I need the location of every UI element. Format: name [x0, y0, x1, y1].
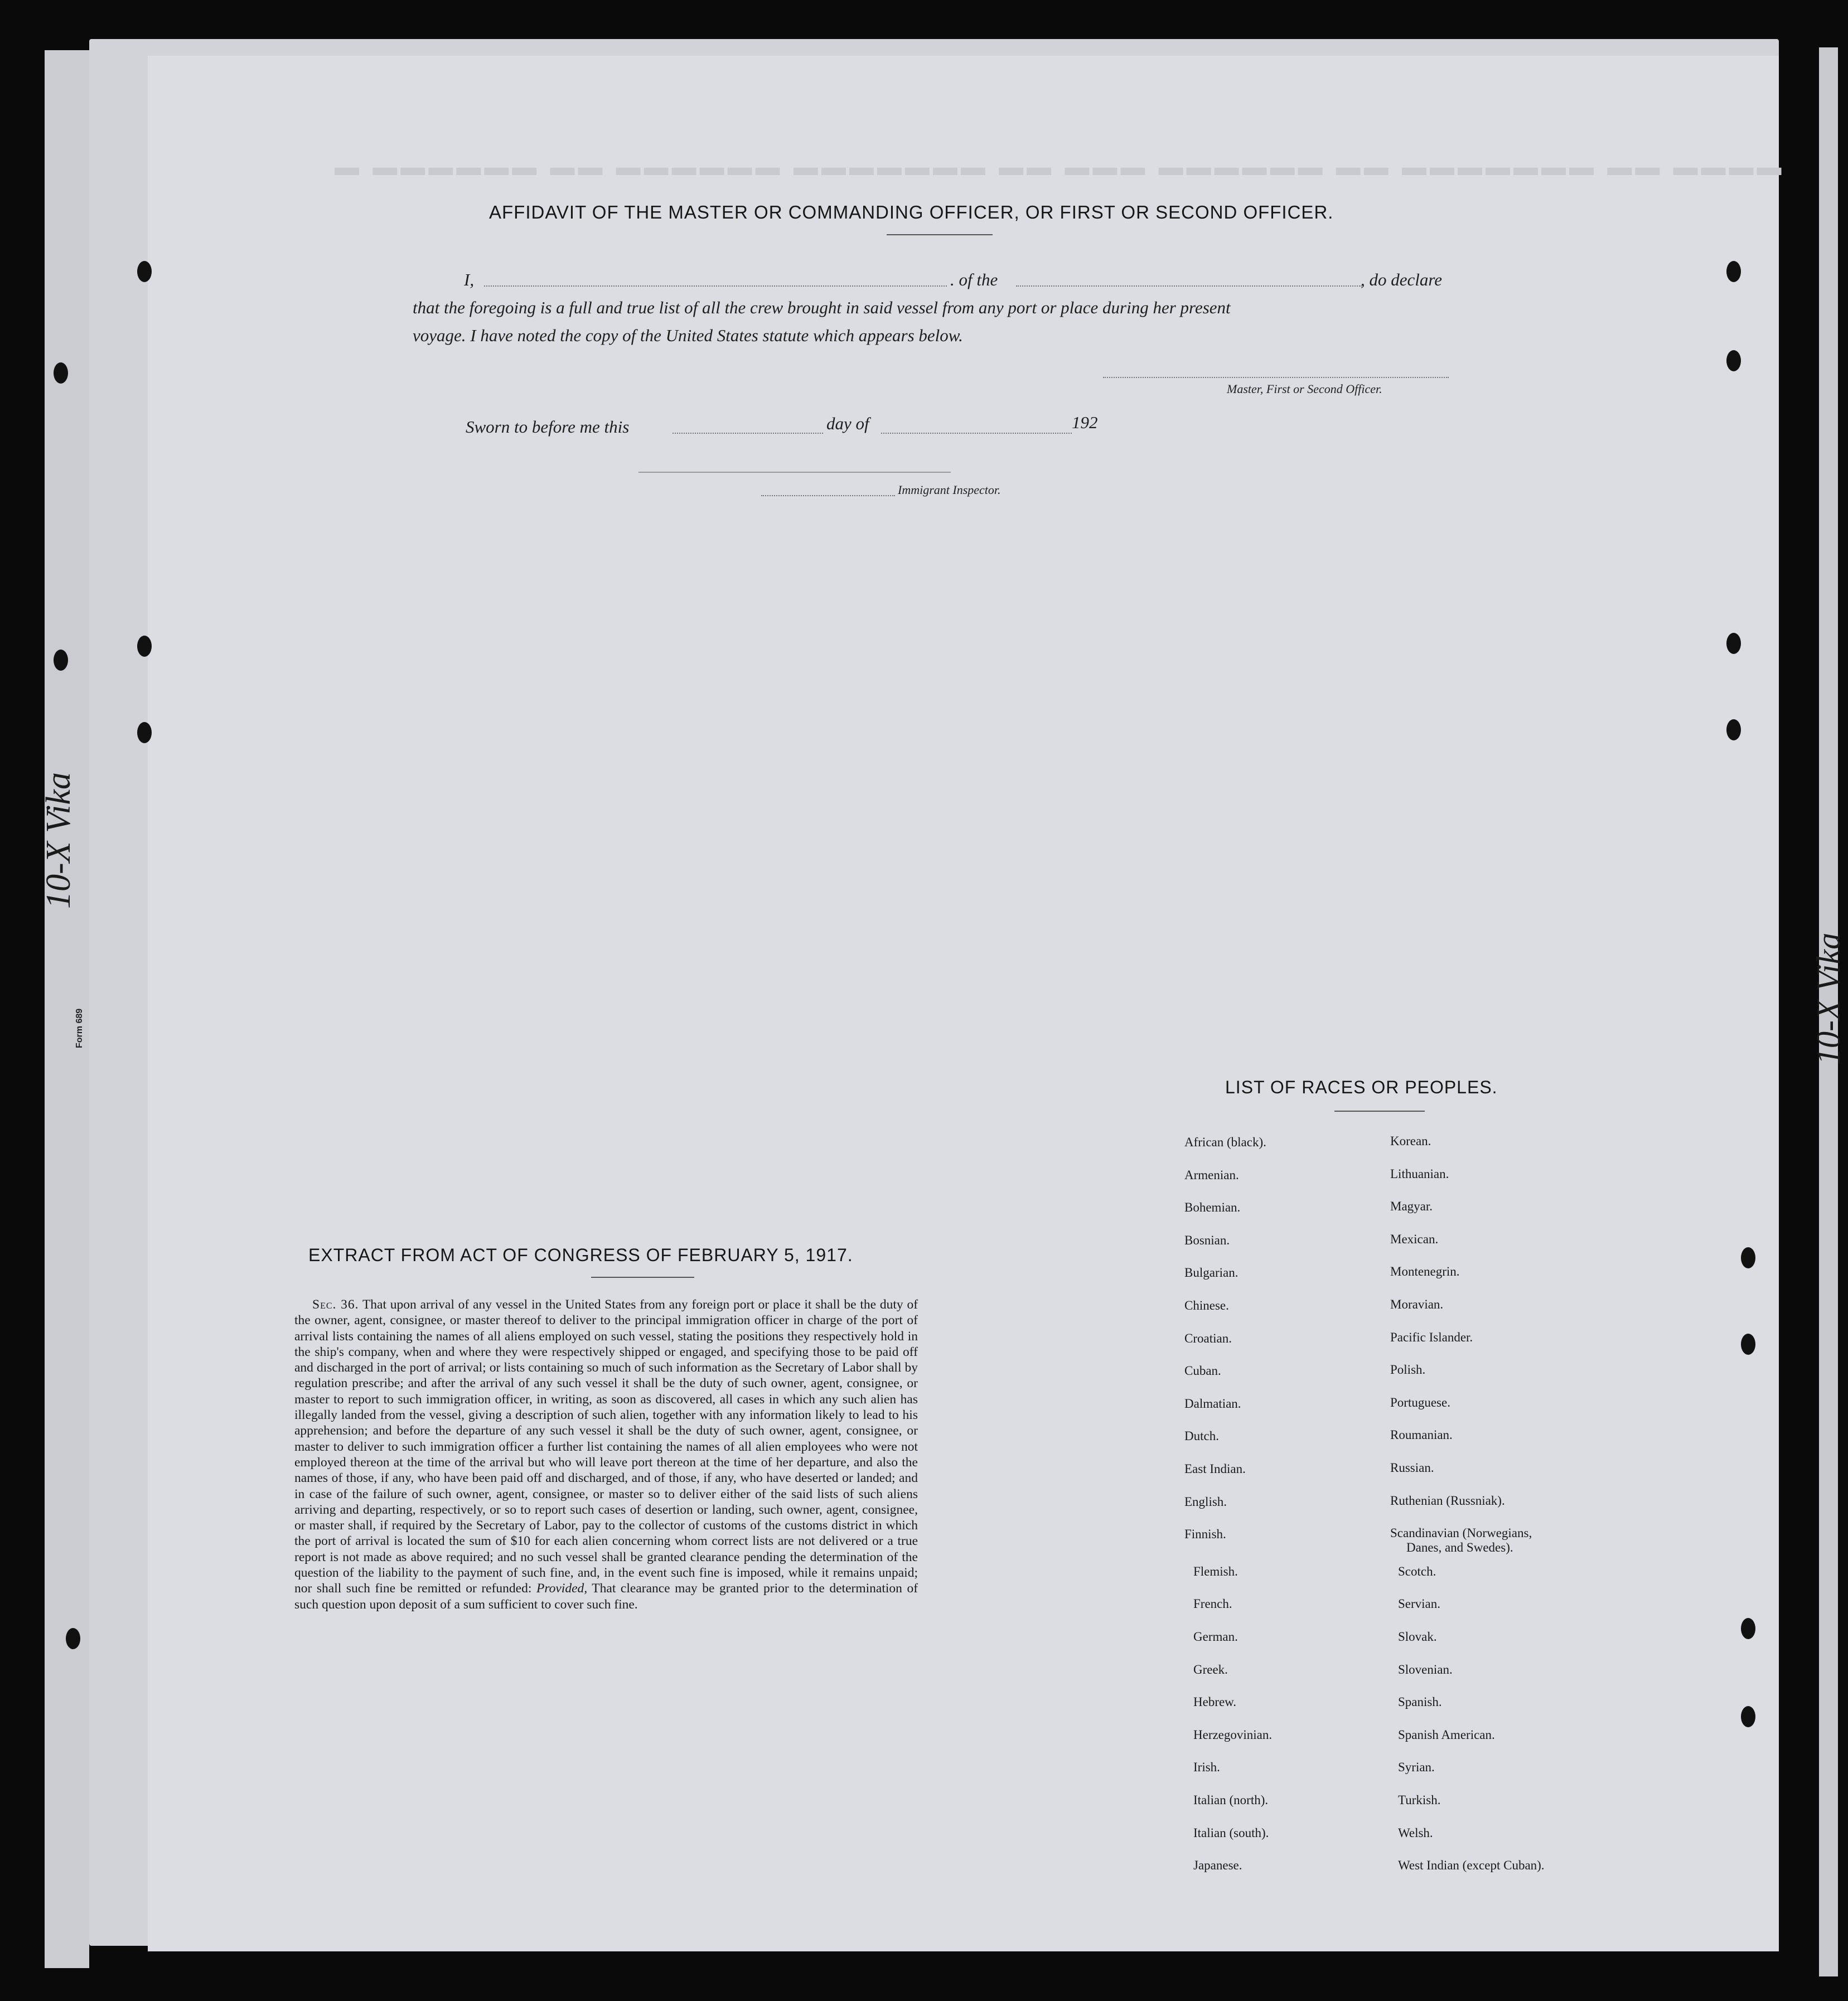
punch-hole	[1741, 1618, 1755, 1639]
race-item: Syrian.	[1398, 1760, 1435, 1775]
race-item: Flemish.	[1193, 1564, 1238, 1578]
races-continuation	[1406, 1540, 1513, 1555]
punch-hole	[1726, 719, 1741, 740]
races-title: LIST OF RACES OR PEOPLES.	[1225, 1077, 1498, 1097]
affidavit-line-2: that the foregoing is a full and true list of all the crew brought in said vessel from any port or place during her present	[413, 298, 1231, 317]
race-item: English.	[1184, 1494, 1227, 1509]
vessel-name-field[interactable]	[1016, 285, 1362, 287]
race-item: Bulgarian.	[1184, 1266, 1239, 1280]
race-item: Montenegrin.	[1390, 1264, 1460, 1279]
race-item: Korean.	[1390, 1134, 1431, 1148]
race-item: Irish.	[1193, 1760, 1220, 1775]
provided-word: Provided,	[536, 1581, 588, 1596]
master-signature-field[interactable]	[1103, 377, 1449, 378]
declarant-name-field[interactable]	[484, 285, 947, 287]
race-item: Turkish.	[1398, 1793, 1441, 1807]
do-declare-text: , do declare	[1361, 270, 1443, 289]
inspector-label: Immigrant Inspector.	[898, 483, 1001, 497]
day-of-text: day of	[826, 414, 869, 433]
title-rule	[887, 234, 993, 235]
race-item: Servian.	[1398, 1597, 1441, 1611]
race-item: Dutch.	[1184, 1429, 1219, 1443]
race-item: Russian.	[1390, 1461, 1434, 1475]
punch-hole	[137, 636, 152, 657]
document-sheet	[148, 56, 1779, 1951]
race-item: Lithuanian.	[1390, 1166, 1449, 1181]
race-item: Dalmatian.	[1184, 1396, 1241, 1411]
sworn-text: Sworn to before me this	[466, 417, 630, 437]
punch-hole	[1726, 350, 1741, 371]
year-text: 192	[1072, 413, 1098, 432]
race-item: Bosnian.	[1184, 1233, 1230, 1247]
punch-hole	[1726, 261, 1741, 282]
punch-hole	[1726, 633, 1741, 654]
races-title-rule	[1334, 1111, 1425, 1112]
race-item: Spanish.	[1398, 1695, 1442, 1709]
punch-hole	[1741, 1247, 1755, 1268]
sworn-month-field[interactable]	[881, 433, 1072, 434]
race-item: Bohemian.	[1184, 1200, 1241, 1215]
race-item: Finnish.	[1184, 1527, 1226, 1542]
race-item: Scandinavian (Norwegians,	[1390, 1526, 1532, 1540]
extract-title-rule	[591, 1277, 694, 1278]
race-item: German.	[1193, 1630, 1238, 1644]
affidavit-line-3: voyage. I have noted the copy of the United States statute which appears below.	[413, 326, 963, 345]
race-item: Slovenian.	[1398, 1662, 1453, 1677]
declarant-prefix: I,	[464, 270, 475, 289]
extract-text-1: That upon arrival of any vessel in the United States from any foreign port or place it shall be the duty of the owner, agent, consignee, or master thereof to deliver to the principal immigration officer in charge of the port of arrival lists containing the names of all aliens employed on such vessel, stating the positions they respectively hold in the ship's company, when and where they were respectively shipped or engaged, and specifying those to be paid off and discharged in the port of arrival; or lists containing so much of such information as the Secretary of Labor shall by regulation prescribe; and after the arrival of any such vessel it shall be the duty of such owner, agent, consignee, or master to report to such immigration officer, in writing, as soon as discovered, all cases in which any such alien has illegally landed from the vessel, giving a description of such alien, together with any information likely to lead to his apprehension; and before the departure of any such vessel it shall be the duty of such owner, agent, consignee, or master to deliver to such immigration officer a further list containing the names of all alien employees who were not employed thereon at the time of the arrival but who will leave port thereon at the time of her departure, and also the names of those, if any, who have been paid off and discharged, and of those, if any, who have deserted or landed; and in case of the failure of such owner, agent, consignee, or master so to deliver either of the said lists of such aliens arriving and departing, respectively, or so to report such cases of desertion or landing, such owner, agent, consignee, or master shall, if required by the Secretary of Labor, pay to the collector of customs of the customs district in which the port of arrival is located the sum of $10 for each alien concerning whom correct lists are not delivered or a true report is not made as above required; and no such vessel shall be granted clearance pending the determination of the question of the liability to the payment of such fine, and, in the event such fine is imposed, while it remains unpaid; nor shall such fine be remitted or refunded:	[294, 1297, 918, 1596]
bleed-through-text: ▬ ▬▬▬▬▬▬ ▬▬ ▬▬▬▬▬▬ ▬▬▬▬▬▬▬ ▬▬ ▬▬▬ ▬▬▬▬▬▬ ▬▬ ▬▬▬▬▬▬▬ ▬▬ ▬▬▬▬	[335, 153, 1785, 181]
race-item: Mexican.	[1390, 1232, 1439, 1246]
master-signature-label: Master, First or Second Officer.	[1227, 382, 1382, 396]
race-item: Hebrew.	[1193, 1695, 1237, 1709]
race-item-scandinavian-cont: Danes, and Swedes).	[1406, 1540, 1513, 1554]
race-item: Greek.	[1193, 1662, 1228, 1677]
inspector-signature-field[interactable]	[761, 495, 895, 496]
extract-title: EXTRACT FROM ACT OF CONGRESS OF FEBRUARY 5, 1917.	[308, 1245, 853, 1265]
form-number: Form 689	[75, 1008, 84, 1048]
punch-hole	[137, 261, 152, 282]
extract-body	[294, 1297, 918, 1612]
race-item: Magyar.	[1390, 1199, 1433, 1214]
handwritten-margin-note-right: 10-X Vika	[1810, 932, 1847, 1065]
race-item: Japanese.	[1193, 1858, 1242, 1873]
punch-hole	[1741, 1334, 1755, 1355]
race-item: Italian (north).	[1193, 1793, 1269, 1807]
punch-hole	[1741, 1706, 1755, 1727]
race-item: Roumanian.	[1390, 1428, 1453, 1442]
affidavit-title: AFFIDAVIT OF THE MASTER OR COMMANDING OFFICER, OR FIRST OR SECOND OFFICER.	[489, 202, 1334, 222]
section-number: Sec. 36.	[312, 1297, 359, 1312]
race-item: Scotch.	[1398, 1564, 1436, 1578]
race-item: Ruthenian (Russniak).	[1390, 1493, 1505, 1508]
race-item: Polish.	[1390, 1363, 1426, 1377]
punch-hole	[54, 650, 68, 671]
race-item: Pacific Islander.	[1390, 1330, 1473, 1344]
race-item: Welsh.	[1398, 1825, 1433, 1840]
race-item: Armenian.	[1184, 1167, 1239, 1182]
punch-hole	[54, 362, 68, 384]
race-item: Cuban.	[1184, 1364, 1221, 1378]
race-item: West Indian (except Cuban).	[1398, 1858, 1545, 1873]
race-item: French.	[1193, 1597, 1232, 1611]
race-item: Moravian.	[1390, 1297, 1444, 1311]
race-item: Chinese.	[1184, 1299, 1229, 1312]
race-item: Herzegovinian.	[1193, 1727, 1273, 1742]
extract-text-2: That clearance may be granted prior to the determination of such question upon deposit of a sum sufficient to cover such fine.	[294, 1581, 918, 1612]
race-item: Portuguese.	[1390, 1395, 1450, 1409]
sworn-day-field[interactable]	[673, 433, 823, 434]
inspector-signature-upper	[638, 472, 951, 473]
race-item: Italian (south).	[1193, 1825, 1269, 1840]
race-item: East Indian.	[1184, 1462, 1246, 1476]
race-item: African (black).	[1184, 1135, 1266, 1149]
punch-hole	[137, 722, 152, 743]
race-item: Slovak.	[1398, 1630, 1437, 1644]
of-the-text: . of the	[950, 270, 998, 289]
punch-hole	[66, 1628, 80, 1649]
race-item: Spanish American.	[1398, 1727, 1495, 1742]
handwritten-margin-note: 10-X Vika	[40, 772, 78, 909]
race-item: Croatian.	[1184, 1331, 1232, 1345]
